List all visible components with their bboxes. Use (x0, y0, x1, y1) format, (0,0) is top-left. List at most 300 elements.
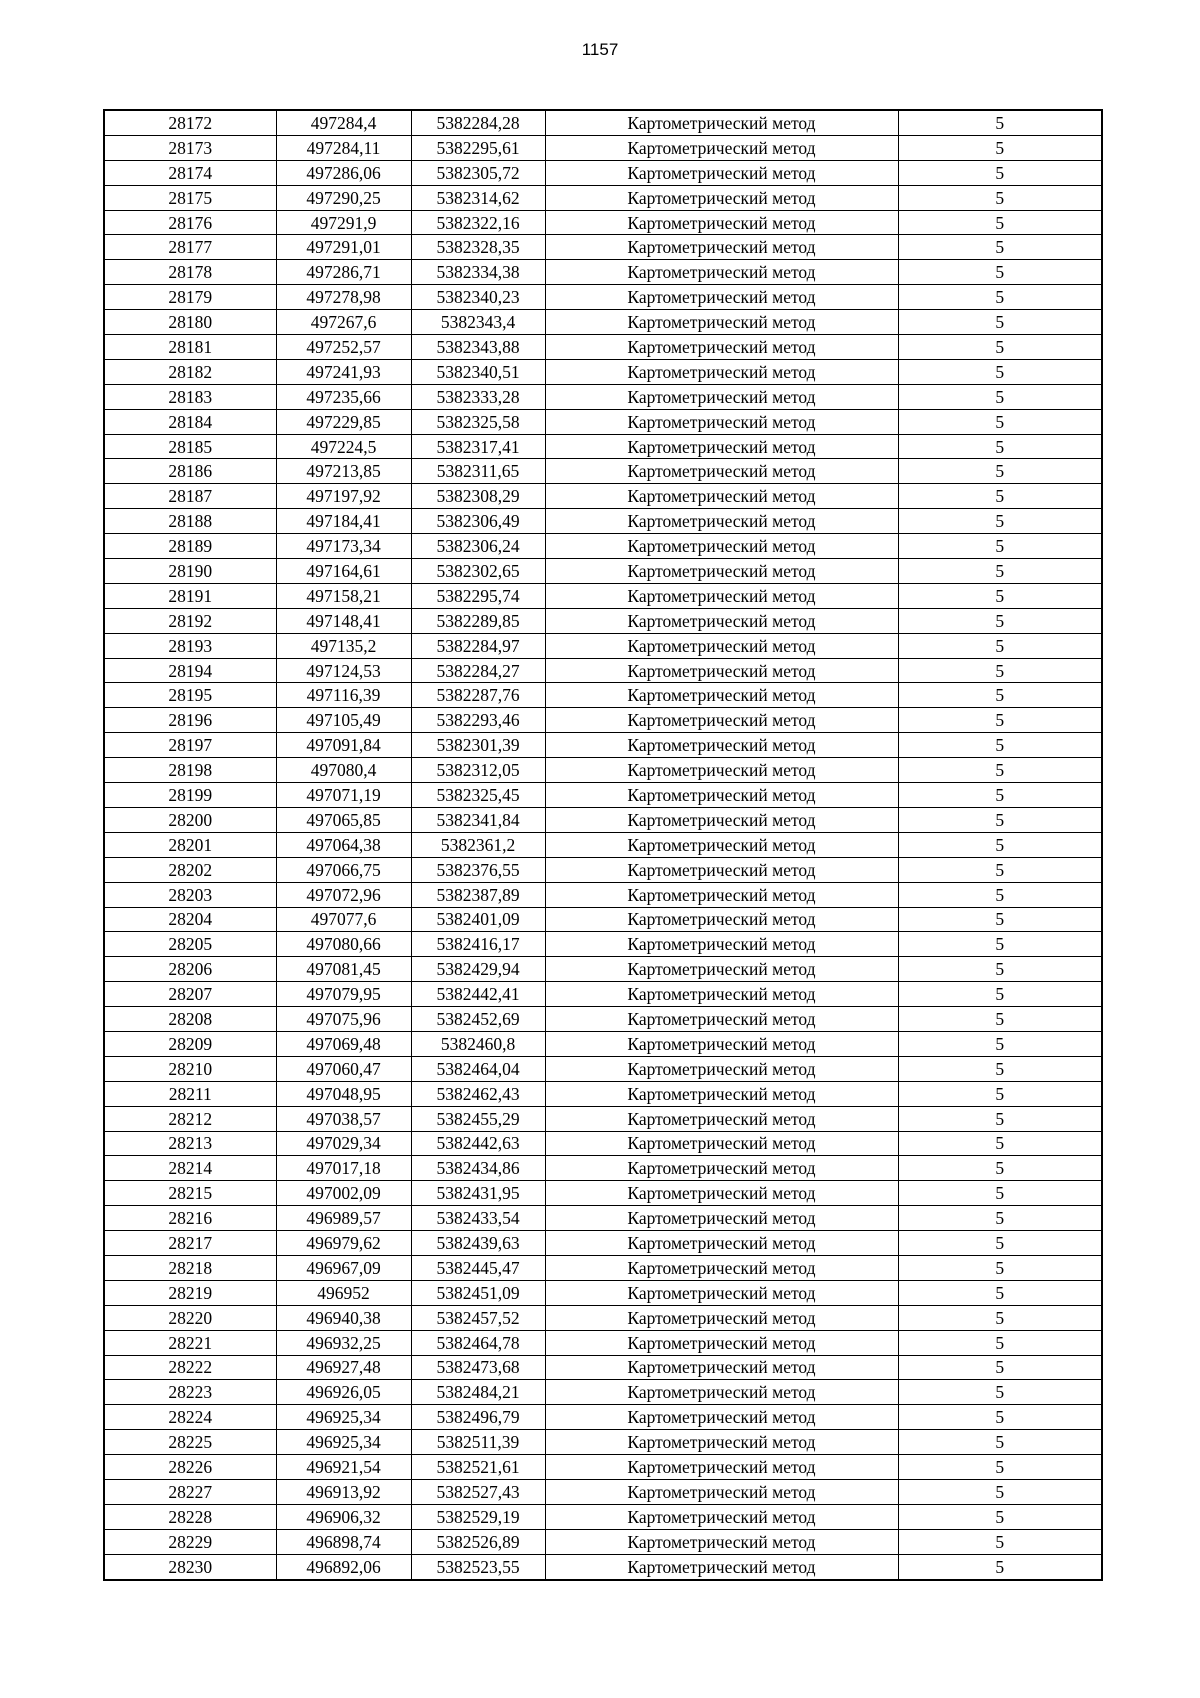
table-row (104, 1430, 1102, 1455)
table-row (104, 1455, 1102, 1480)
x-coordinate-cell: 496932,25 (276, 1330, 411, 1355)
table-row (104, 135, 1102, 160)
accuracy-cell: 5 (898, 310, 1102, 335)
x-coordinate-cell: 497291,9 (276, 210, 411, 235)
y-coordinate-cell: 5382401,09 (411, 907, 545, 932)
method-cell: Картометрический метод (545, 982, 898, 1007)
x-coordinate-cell: 497002,09 (276, 1181, 411, 1206)
x-coordinate-cell: 496906,32 (276, 1504, 411, 1529)
accuracy-cell: 5 (898, 534, 1102, 559)
point-number-cell: 28175 (104, 185, 276, 210)
x-coordinate-cell: 497029,34 (276, 1131, 411, 1156)
y-coordinate-cell: 5382340,51 (411, 359, 545, 384)
y-coordinate-cell: 5382511,39 (411, 1430, 545, 1455)
point-number-cell: 28186 (104, 459, 276, 484)
accuracy-cell: 5 (898, 932, 1102, 957)
y-coordinate-cell: 5382434,86 (411, 1156, 545, 1181)
point-number-cell: 28200 (104, 807, 276, 832)
accuracy-cell: 5 (898, 1529, 1102, 1554)
table-row (104, 160, 1102, 185)
accuracy-cell: 5 (898, 260, 1102, 285)
point-number-cell: 28192 (104, 608, 276, 633)
accuracy-cell: 5 (898, 1430, 1102, 1455)
table-row (104, 982, 1102, 1007)
table-row (104, 633, 1102, 658)
accuracy-cell: 5 (898, 683, 1102, 708)
y-coordinate-cell: 5382416,17 (411, 932, 545, 957)
point-number-cell: 28197 (104, 733, 276, 758)
point-number-cell: 28188 (104, 509, 276, 534)
table-row (104, 534, 1102, 559)
x-coordinate-cell: 497017,18 (276, 1156, 411, 1181)
accuracy-cell: 5 (898, 459, 1102, 484)
point-number-cell: 28211 (104, 1081, 276, 1106)
table-row (104, 1031, 1102, 1056)
method-cell: Картометрический метод (545, 683, 898, 708)
method-cell: Картометрический метод (545, 210, 898, 235)
point-number-cell: 28220 (104, 1305, 276, 1330)
point-number-cell: 28226 (104, 1455, 276, 1480)
table-row (104, 1255, 1102, 1280)
accuracy-cell: 5 (898, 110, 1102, 135)
accuracy-cell: 5 (898, 1504, 1102, 1529)
y-coordinate-cell: 5382293,46 (411, 708, 545, 733)
accuracy-cell: 5 (898, 384, 1102, 409)
method-cell: Картометрический метод (545, 359, 898, 384)
accuracy-cell: 5 (898, 907, 1102, 932)
method-cell: Картометрический метод (545, 1554, 898, 1579)
method-cell: Картометрический метод (545, 807, 898, 832)
method-cell: Картометрический метод (545, 832, 898, 857)
y-coordinate-cell: 5382306,49 (411, 509, 545, 534)
x-coordinate-cell: 496892,06 (276, 1554, 411, 1579)
point-number-cell: 28172 (104, 110, 276, 135)
x-coordinate-cell: 497038,57 (276, 1106, 411, 1131)
method-cell: Картометрический метод (545, 1355, 898, 1380)
point-number-cell: 28178 (104, 260, 276, 285)
accuracy-cell: 5 (898, 1007, 1102, 1032)
point-number-cell: 28180 (104, 310, 276, 335)
point-number-cell: 28203 (104, 882, 276, 907)
y-coordinate-cell: 5382308,29 (411, 484, 545, 509)
table-row (104, 110, 1102, 135)
y-coordinate-cell: 5382301,39 (411, 733, 545, 758)
y-coordinate-cell: 5382433,54 (411, 1206, 545, 1231)
x-coordinate-cell: 496979,62 (276, 1231, 411, 1256)
y-coordinate-cell: 5382439,63 (411, 1231, 545, 1256)
y-coordinate-cell: 5382464,78 (411, 1330, 545, 1355)
x-coordinate-cell: 497075,96 (276, 1007, 411, 1032)
table-row (104, 1554, 1102, 1579)
x-coordinate-cell: 496898,74 (276, 1529, 411, 1554)
y-coordinate-cell: 5382523,55 (411, 1554, 545, 1579)
point-number-cell: 28223 (104, 1380, 276, 1405)
accuracy-cell: 5 (898, 1554, 1102, 1579)
method-cell: Картометрический метод (545, 882, 898, 907)
table-row (104, 509, 1102, 534)
table-row (104, 1206, 1102, 1231)
x-coordinate-cell: 497064,38 (276, 832, 411, 857)
accuracy-cell: 5 (898, 285, 1102, 310)
table-row (104, 484, 1102, 509)
y-coordinate-cell: 5382322,16 (411, 210, 545, 235)
table-row (104, 832, 1102, 857)
method-cell: Картометрический метод (545, 1131, 898, 1156)
x-coordinate-cell: 496921,54 (276, 1455, 411, 1480)
x-coordinate-cell: 497278,98 (276, 285, 411, 310)
table-row (104, 235, 1102, 260)
accuracy-cell: 5 (898, 1380, 1102, 1405)
table-row (104, 1007, 1102, 1032)
y-coordinate-cell: 5382295,74 (411, 583, 545, 608)
method-cell: Картометрический метод (545, 1430, 898, 1455)
method-cell: Картометрический метод (545, 509, 898, 534)
table-row (104, 1231, 1102, 1256)
method-cell: Картометрический метод (545, 185, 898, 210)
x-coordinate-cell: 496926,05 (276, 1380, 411, 1405)
accuracy-cell: 5 (898, 807, 1102, 832)
x-coordinate-cell: 497291,01 (276, 235, 411, 260)
y-coordinate-cell: 5382325,45 (411, 783, 545, 808)
coordinates-table (103, 109, 1103, 1581)
y-coordinate-cell: 5382442,63 (411, 1131, 545, 1156)
x-coordinate-cell: 497284,4 (276, 110, 411, 135)
point-number-cell: 28182 (104, 359, 276, 384)
table-row (104, 1355, 1102, 1380)
method-cell: Картометрический метод (545, 733, 898, 758)
method-cell: Картометрический метод (545, 384, 898, 409)
x-coordinate-cell: 497105,49 (276, 708, 411, 733)
y-coordinate-cell: 5382333,28 (411, 384, 545, 409)
point-number-cell: 28193 (104, 633, 276, 658)
table-row (104, 807, 1102, 832)
point-number-cell: 28201 (104, 832, 276, 857)
point-number-cell: 28194 (104, 658, 276, 683)
table-row (104, 882, 1102, 907)
x-coordinate-cell: 497197,92 (276, 484, 411, 509)
point-number-cell: 28174 (104, 160, 276, 185)
x-coordinate-cell: 497235,66 (276, 384, 411, 409)
point-number-cell: 28196 (104, 708, 276, 733)
x-coordinate-cell: 497081,45 (276, 957, 411, 982)
method-cell: Картометрический метод (545, 658, 898, 683)
accuracy-cell: 5 (898, 135, 1102, 160)
method-cell: Картометрический метод (545, 160, 898, 185)
method-cell: Картометрический метод (545, 1255, 898, 1280)
method-cell: Картометрический метод (545, 1031, 898, 1056)
x-coordinate-cell: 497267,6 (276, 310, 411, 335)
accuracy-cell: 5 (898, 1405, 1102, 1430)
accuracy-cell: 5 (898, 1156, 1102, 1181)
point-number-cell: 28214 (104, 1156, 276, 1181)
y-coordinate-cell: 5382457,52 (411, 1305, 545, 1330)
x-coordinate-cell: 497065,85 (276, 807, 411, 832)
method-cell: Картометрический метод (545, 110, 898, 135)
x-coordinate-cell: 497124,53 (276, 658, 411, 683)
point-number-cell: 28191 (104, 583, 276, 608)
y-coordinate-cell: 5382429,94 (411, 957, 545, 982)
table-row (104, 285, 1102, 310)
table-row (104, 384, 1102, 409)
accuracy-cell: 5 (898, 857, 1102, 882)
point-number-cell: 28213 (104, 1131, 276, 1156)
accuracy-cell: 5 (898, 583, 1102, 608)
method-cell: Картометрический метод (545, 1504, 898, 1529)
point-number-cell: 28189 (104, 534, 276, 559)
method-cell: Картометрический метод (545, 409, 898, 434)
method-cell: Картометрический метод (545, 1380, 898, 1405)
x-coordinate-cell: 496952 (276, 1280, 411, 1305)
table-row (104, 1280, 1102, 1305)
x-coordinate-cell: 497173,34 (276, 534, 411, 559)
accuracy-cell: 5 (898, 185, 1102, 210)
x-coordinate-cell: 496940,38 (276, 1305, 411, 1330)
point-number-cell: 28215 (104, 1181, 276, 1206)
accuracy-cell: 5 (898, 359, 1102, 384)
table-row (104, 708, 1102, 733)
x-coordinate-cell: 497224,5 (276, 434, 411, 459)
y-coordinate-cell: 5382341,84 (411, 807, 545, 832)
accuracy-cell: 5 (898, 235, 1102, 260)
accuracy-cell: 5 (898, 210, 1102, 235)
method-cell: Картометрический метод (545, 907, 898, 932)
y-coordinate-cell: 5382306,24 (411, 534, 545, 559)
x-coordinate-cell: 497213,85 (276, 459, 411, 484)
table-row (104, 857, 1102, 882)
point-number-cell: 28222 (104, 1355, 276, 1380)
table-row (104, 733, 1102, 758)
accuracy-cell: 5 (898, 783, 1102, 808)
table-row (104, 210, 1102, 235)
y-coordinate-cell: 5382340,23 (411, 285, 545, 310)
accuracy-cell: 5 (898, 608, 1102, 633)
y-coordinate-cell: 5382527,43 (411, 1479, 545, 1504)
table-row (104, 1305, 1102, 1330)
table-row (104, 260, 1102, 285)
table-row (104, 608, 1102, 633)
point-number-cell: 28230 (104, 1554, 276, 1579)
x-coordinate-cell: 497079,95 (276, 982, 411, 1007)
accuracy-cell: 5 (898, 733, 1102, 758)
method-cell: Картометрический метод (545, 957, 898, 982)
point-number-cell: 28195 (104, 683, 276, 708)
x-coordinate-cell: 497066,75 (276, 857, 411, 882)
table-row (104, 1380, 1102, 1405)
y-coordinate-cell: 5382317,41 (411, 434, 545, 459)
point-number-cell: 28204 (104, 907, 276, 932)
method-cell: Картометрический метод (545, 857, 898, 882)
x-coordinate-cell: 496925,34 (276, 1430, 411, 1455)
point-number-cell: 28208 (104, 1007, 276, 1032)
y-coordinate-cell: 5382473,68 (411, 1355, 545, 1380)
table-row (104, 359, 1102, 384)
point-number-cell: 28217 (104, 1231, 276, 1256)
method-cell: Картометрический метод (545, 758, 898, 783)
y-coordinate-cell: 5382460,8 (411, 1031, 545, 1056)
y-coordinate-cell: 5382287,76 (411, 683, 545, 708)
y-coordinate-cell: 5382451,09 (411, 1280, 545, 1305)
point-number-cell: 28209 (104, 1031, 276, 1056)
x-coordinate-cell: 497135,2 (276, 633, 411, 658)
y-coordinate-cell: 5382464,04 (411, 1056, 545, 1081)
x-coordinate-cell: 497048,95 (276, 1081, 411, 1106)
point-number-cell: 28179 (104, 285, 276, 310)
point-number-cell: 28219 (104, 1280, 276, 1305)
y-coordinate-cell: 5382343,4 (411, 310, 545, 335)
method-cell: Картометрический метод (545, 783, 898, 808)
y-coordinate-cell: 5382305,72 (411, 160, 545, 185)
table-row (104, 185, 1102, 210)
point-number-cell: 28210 (104, 1056, 276, 1081)
method-cell: Картометрический метод (545, 1405, 898, 1430)
accuracy-cell: 5 (898, 509, 1102, 534)
accuracy-cell: 5 (898, 1181, 1102, 1206)
point-number-cell: 28173 (104, 135, 276, 160)
method-cell: Картометрический метод (545, 1081, 898, 1106)
x-coordinate-cell: 497286,71 (276, 260, 411, 285)
method-cell: Картометрический метод (545, 1280, 898, 1305)
method-cell: Картометрический метод (545, 1231, 898, 1256)
accuracy-cell: 5 (898, 434, 1102, 459)
accuracy-cell: 5 (898, 1106, 1102, 1131)
table-row (104, 1106, 1102, 1131)
accuracy-cell: 5 (898, 1479, 1102, 1504)
table-body (104, 110, 1102, 1580)
accuracy-cell: 5 (898, 658, 1102, 683)
method-cell: Картометрический метод (545, 310, 898, 335)
method-cell: Картометрический метод (545, 1181, 898, 1206)
method-cell: Картометрический метод (545, 1305, 898, 1330)
method-cell: Картометрический метод (545, 534, 898, 559)
x-coordinate-cell: 497072,96 (276, 882, 411, 907)
table-row (104, 583, 1102, 608)
x-coordinate-cell: 497184,41 (276, 509, 411, 534)
point-number-cell: 28216 (104, 1206, 276, 1231)
accuracy-cell: 5 (898, 708, 1102, 733)
table-row (104, 1156, 1102, 1181)
x-coordinate-cell: 497290,25 (276, 185, 411, 210)
accuracy-cell: 5 (898, 1231, 1102, 1256)
x-coordinate-cell: 497286,06 (276, 160, 411, 185)
point-number-cell: 28225 (104, 1430, 276, 1455)
x-coordinate-cell: 497071,19 (276, 783, 411, 808)
point-number-cell: 28187 (104, 484, 276, 509)
method-cell: Картометрический метод (545, 1529, 898, 1554)
method-cell: Картометрический метод (545, 559, 898, 584)
table-row (104, 559, 1102, 584)
point-number-cell: 28176 (104, 210, 276, 235)
method-cell: Картометрический метод (545, 633, 898, 658)
table-row (104, 1529, 1102, 1554)
method-cell: Картометрический метод (545, 583, 898, 608)
point-number-cell: 28205 (104, 932, 276, 957)
method-cell: Картометрический метод (545, 335, 898, 360)
table-row (104, 335, 1102, 360)
point-number-cell: 28227 (104, 1479, 276, 1504)
method-cell: Картометрический метод (545, 1056, 898, 1081)
page-number: 1157 (581, 40, 619, 59)
x-coordinate-cell: 497069,48 (276, 1031, 411, 1056)
point-number-cell: 28190 (104, 559, 276, 584)
method-cell: Картометрический метод (545, 459, 898, 484)
x-coordinate-cell: 497080,66 (276, 932, 411, 957)
method-cell: Картометрический метод (545, 1156, 898, 1181)
point-number-cell: 28224 (104, 1405, 276, 1430)
accuracy-cell: 5 (898, 1255, 1102, 1280)
y-coordinate-cell: 5382361,2 (411, 832, 545, 857)
x-coordinate-cell: 497252,57 (276, 335, 411, 360)
y-coordinate-cell: 5382484,21 (411, 1380, 545, 1405)
x-coordinate-cell: 497148,41 (276, 608, 411, 633)
point-number-cell: 28181 (104, 335, 276, 360)
y-coordinate-cell: 5382343,88 (411, 335, 545, 360)
method-cell: Картометрический метод (545, 135, 898, 160)
point-number-cell: 28198 (104, 758, 276, 783)
x-coordinate-cell: 497284,11 (276, 135, 411, 160)
point-number-cell: 28207 (104, 982, 276, 1007)
method-cell: Картометрический метод (545, 1479, 898, 1504)
method-cell: Картометрический метод (545, 1007, 898, 1032)
accuracy-cell: 5 (898, 1056, 1102, 1081)
method-cell: Картометрический метод (545, 708, 898, 733)
accuracy-cell: 5 (898, 882, 1102, 907)
method-cell: Картометрический метод (545, 484, 898, 509)
x-coordinate-cell: 497241,93 (276, 359, 411, 384)
y-coordinate-cell: 5382334,38 (411, 260, 545, 285)
table-row (104, 434, 1102, 459)
accuracy-cell: 5 (898, 1455, 1102, 1480)
method-cell: Картометрический метод (545, 260, 898, 285)
y-coordinate-cell: 5382325,58 (411, 409, 545, 434)
point-number-cell: 28183 (104, 384, 276, 409)
x-coordinate-cell: 497091,84 (276, 733, 411, 758)
accuracy-cell: 5 (898, 832, 1102, 857)
method-cell: Картометрический метод (545, 608, 898, 633)
x-coordinate-cell: 497077,6 (276, 907, 411, 932)
table-row (104, 1131, 1102, 1156)
x-coordinate-cell: 496925,34 (276, 1405, 411, 1430)
y-coordinate-cell: 5382314,62 (411, 185, 545, 210)
table-row (104, 1056, 1102, 1081)
x-coordinate-cell: 496967,09 (276, 1255, 411, 1280)
table-row (104, 1479, 1102, 1504)
accuracy-cell: 5 (898, 1031, 1102, 1056)
accuracy-cell: 5 (898, 409, 1102, 434)
point-number-cell: 28212 (104, 1106, 276, 1131)
table-row (104, 907, 1102, 932)
accuracy-cell: 5 (898, 982, 1102, 1007)
table-row (104, 658, 1102, 683)
y-coordinate-cell: 5382284,97 (411, 633, 545, 658)
method-cell: Картометрический метод (545, 434, 898, 459)
y-coordinate-cell: 5382521,61 (411, 1455, 545, 1480)
method-cell: Картометрический метод (545, 1206, 898, 1231)
method-cell: Картометрический метод (545, 285, 898, 310)
table-row (104, 1330, 1102, 1355)
accuracy-cell: 5 (898, 1280, 1102, 1305)
y-coordinate-cell: 5382431,95 (411, 1181, 545, 1206)
accuracy-cell: 5 (898, 1330, 1102, 1355)
table-row (104, 310, 1102, 335)
y-coordinate-cell: 5382312,05 (411, 758, 545, 783)
x-coordinate-cell: 497080,4 (276, 758, 411, 783)
point-number-cell: 28177 (104, 235, 276, 260)
point-number-cell: 28185 (104, 434, 276, 459)
accuracy-cell: 5 (898, 335, 1102, 360)
accuracy-cell: 5 (898, 1206, 1102, 1231)
y-coordinate-cell: 5382284,27 (411, 658, 545, 683)
table-row (104, 683, 1102, 708)
